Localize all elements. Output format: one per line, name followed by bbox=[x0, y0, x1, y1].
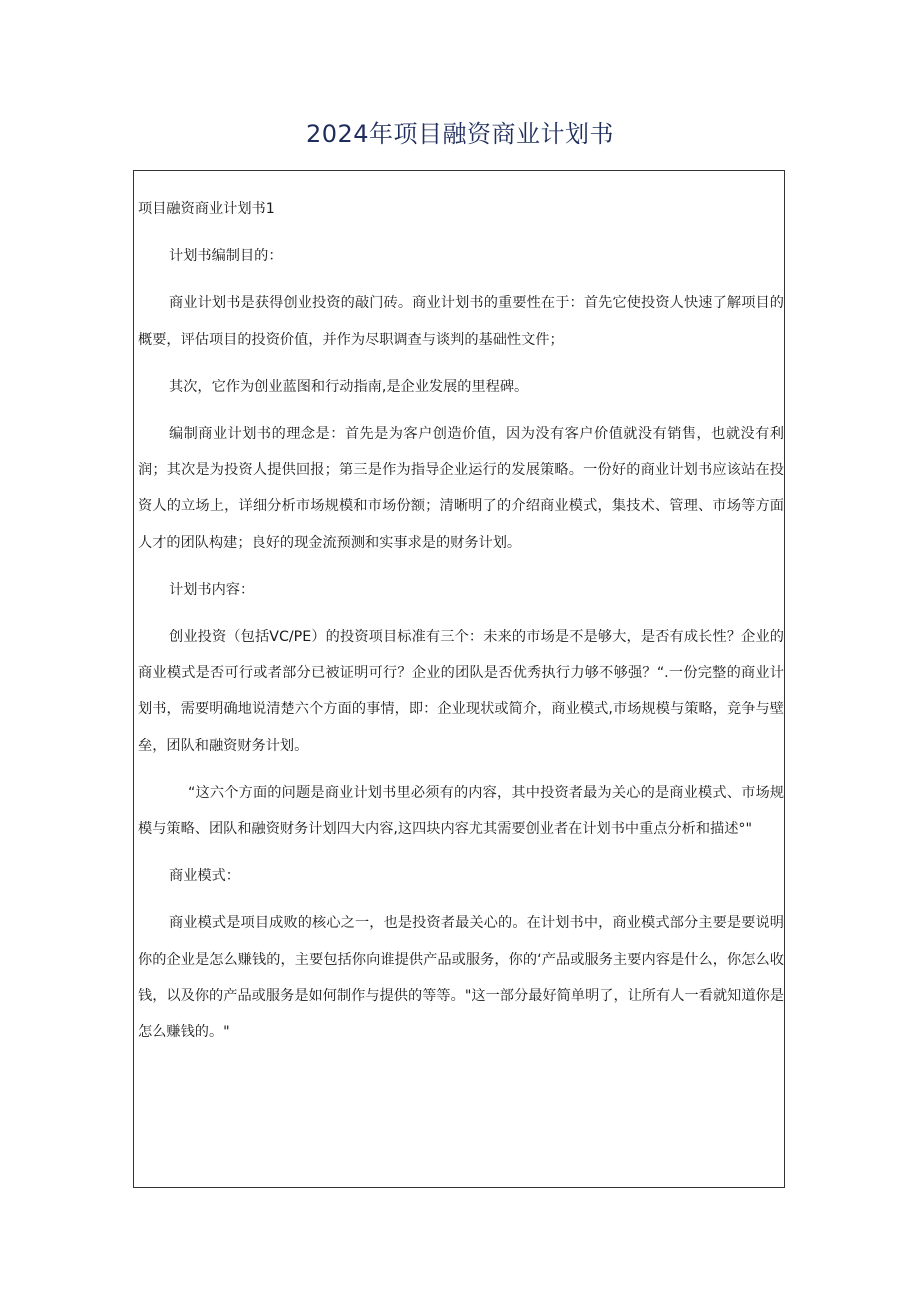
paragraph-purpose-heading: 计划书编制目的： bbox=[169, 248, 283, 265]
content-body bbox=[138, 191, 784, 1050]
paragraph-six-aspects: “这六个方面的问题是商业计划书里必须有的内容，其中投资者最为关心的是商业模式、市场规模与策略、团队和融资财务计划四大内容,这四块内容尤其需要创业者在计划书中重点分析和描述°" bbox=[138, 784, 784, 838]
paragraph-purpose-text: 商业计划书是获得创业投资的敲门砖。商业计划书的重要性在于：首先它使投资人快速了解项目的概要，评估项目的投资价值，并作为尽职调查与谈判的基础性文件； bbox=[138, 295, 784, 348]
document-title: 2024年项目融资商业计划书 bbox=[305, 120, 615, 148]
section-title: 项目融资商业计划书1 bbox=[138, 201, 275, 217]
paragraph-content-heading: 计划书内容： bbox=[169, 581, 255, 598]
paragraph-business-model-text: 商业模式是项目成败的核心之一，也是投资者最关心的。在计划书中，商业模式部分主要是要说明你的企业是怎么赚钱的，主要包括你向谁提供产品或服务，你的‘产品或服务主要内容是什么，你怎么收钱，以及你的产品或服务是如何制作与提供的等等。"这一部分最好简单明了，让所有人一看就知道你是怎么赚钱的。" bbox=[138, 915, 784, 1041]
paragraph-philosophy: 编制商业计划书的理念是：首先是为客户创造价值，因为没有客户价值就没有销售，也就没有利润；其次是为投资人提供回报；第三是作为指导企业运行的发展策略。一份好的商业计划书应该站在投资人的立场上，详细分析市场规模和市场份额；清晰明了的介绍商业模式，集技术、管理、市场等方面人才的团队构建；良好的现金流预测和实事求是的财务计划。 bbox=[138, 426, 784, 551]
paragraph-investment-criteria: 创业投资（包括VC/PE）的投资项目标准有三个：未来的市场是不是够大，是否有成长性？企业的商业模式是否可行或者部分已被证明可行？企业的团队是否优秀执行力够不够强？“.一份完整的商业计划书，需要明确地说清楚六个方面的事情，即：企业现状或简介，商业模式,市场规模与策略，竞争与壁垒，团队和融资财务计划。 bbox=[138, 629, 784, 754]
content-frame bbox=[133, 170, 785, 1188]
paragraph-secondly: 其次，它作为创业蓝图和行动指南,是企业发展的里程碑。 bbox=[169, 378, 529, 395]
paragraph-business-model-heading: 商业模式： bbox=[169, 868, 240, 885]
